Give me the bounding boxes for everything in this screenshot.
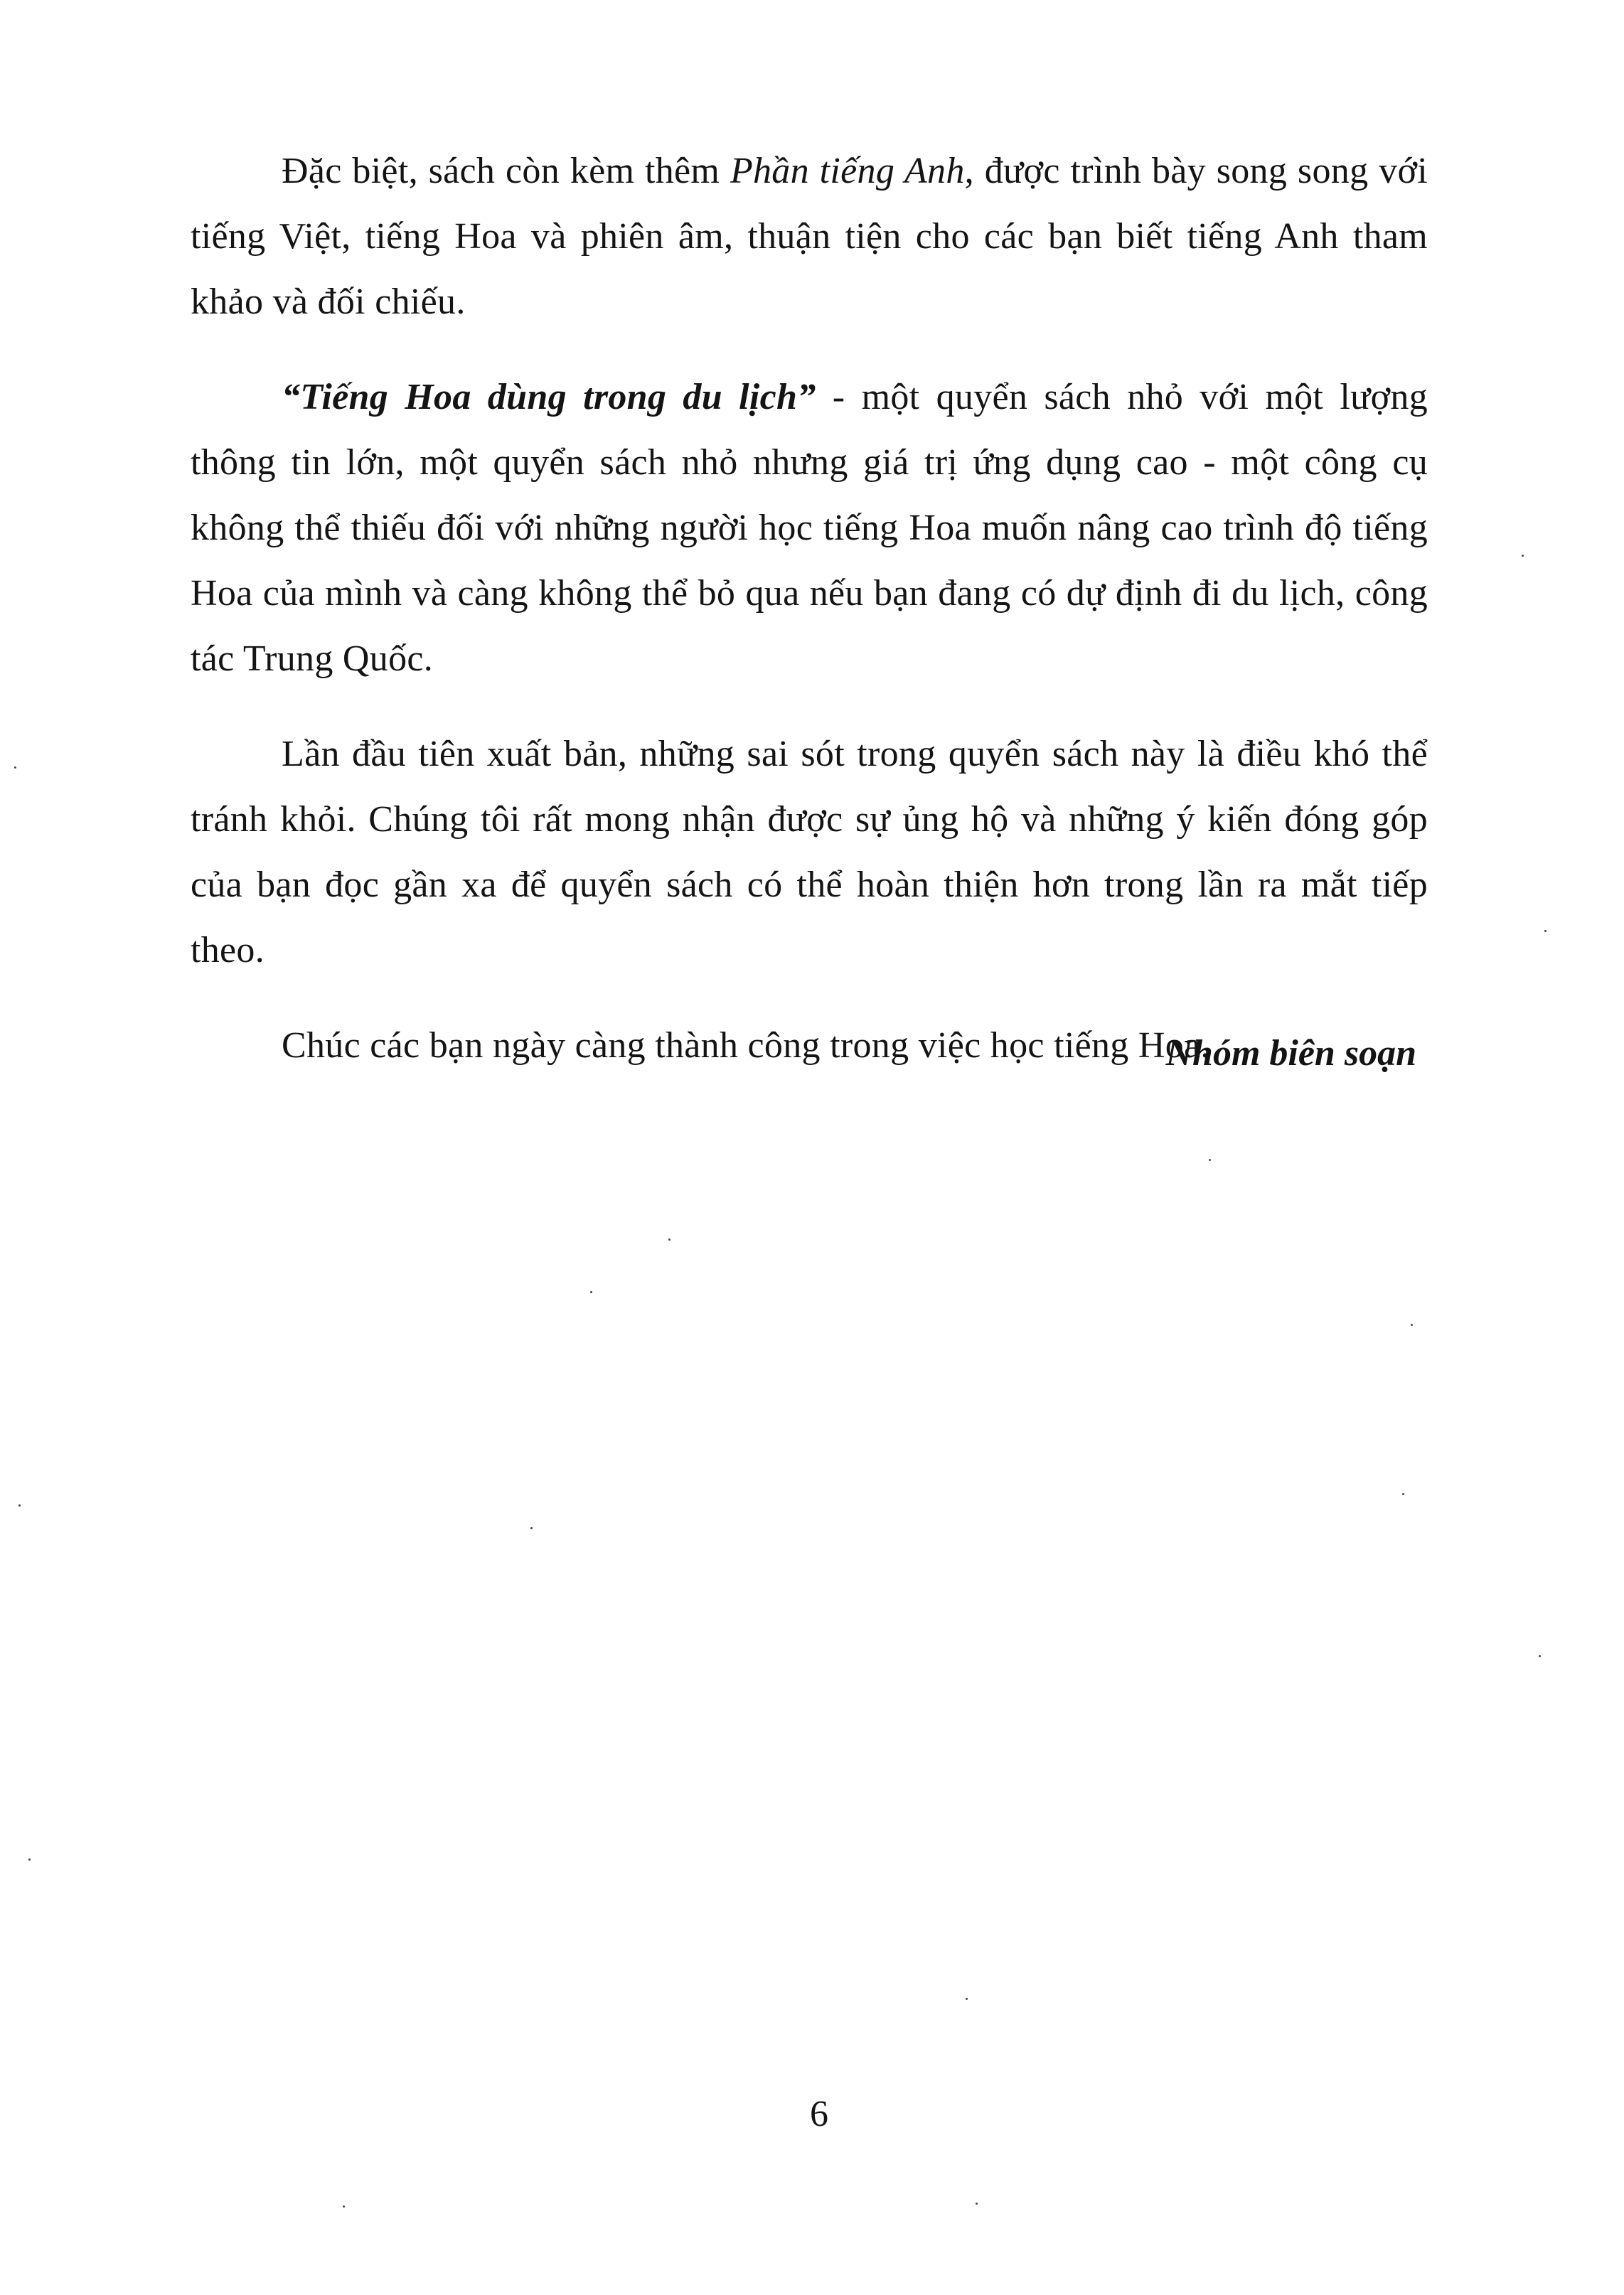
book-title: “Tiếng Hoa dùng trong du lịch” — [282, 377, 816, 417]
page-number: 6 — [810, 2094, 828, 2134]
scan-speck — [966, 1998, 968, 2000]
body-text — [191, 139, 1428, 1108]
paragraph-first-edition: Lần đầu tiên xuất bản, những sai sót trong quyển sách này là điều khó thể tránh khỏi. Chúng tôi rất mong nhận được sự ủng hộ và những ý kiến đóng góp của bạn đọc gần xa để quyển sách có thể hoàn thiện hơn trong lần ra mắt tiếp theo. — [191, 734, 1428, 970]
scan-speck — [530, 1527, 533, 1529]
scan-speck — [1411, 1324, 1413, 1326]
paragraph-english-section — [191, 139, 1428, 335]
scan-speck — [1539, 1655, 1541, 1657]
paragraph-1-text-before: Đặc biệt, sách còn kèm thêm — [282, 151, 730, 191]
paragraph-2-text: - một quyển sách nhỏ với một lượng thông tin lớn, một quyển sách nhỏ nhưng giá trị ứng dụng cao - một công cụ không thể thiếu đối với những người học tiếng Hoa muốn nâng cao trình độ tiếng Hoa của mình và càng không thể bỏ qua nếu bạn đang có dự định đi du lịch, công tác Trung Quốc. — [191, 377, 1428, 679]
english-section-emphasis: Phần tiếng Anh — [730, 151, 965, 191]
scan-speck — [14, 766, 16, 769]
scan-speck — [1544, 930, 1546, 932]
paragraph-1-text-after: , được trình bày song song với tiếng Việt, tiếng Hoa và phiên âm, thuận tiện cho các bạn biết tiếng Anh tham khảo và đối chiếu. — [191, 151, 1428, 322]
paragraph-closing-wish: Chúc các bạn ngày càng thành công trong việc học tiếng Hoa. — [282, 1025, 1210, 1066]
paragraph-book-description — [191, 365, 1428, 692]
scan-speck — [28, 1858, 31, 1861]
scan-speck — [590, 1291, 592, 1293]
scan-speck — [1522, 555, 1524, 557]
scan-speck — [1402, 1493, 1404, 1495]
scan-speck — [18, 1504, 21, 1507]
signature: Nhóm biên soạn — [1165, 1033, 1416, 1074]
scan-speck — [343, 2205, 345, 2208]
scan-speck — [976, 2203, 978, 2205]
scan-speck — [1209, 1159, 1211, 1161]
scan-speck — [668, 1239, 671, 1241]
